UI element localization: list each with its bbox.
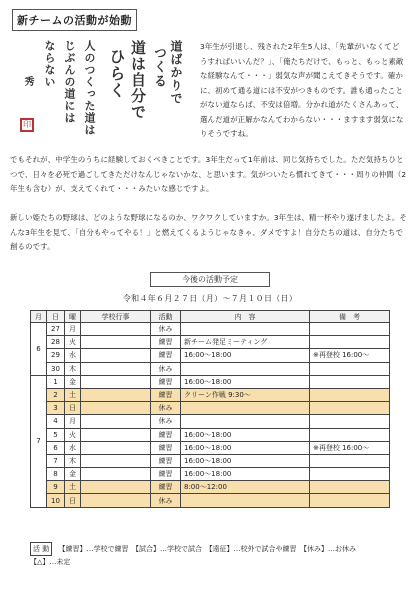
page-title: 新チームの活動が始動 bbox=[12, 9, 137, 31]
cell-weekday: 金 bbox=[65, 375, 81, 388]
cell-weekday: 木 bbox=[65, 362, 81, 375]
cell-content bbox=[181, 415, 310, 428]
cell-content: 16:00～18:00 bbox=[181, 349, 310, 362]
schedule-row bbox=[31, 428, 390, 441]
cell-content bbox=[181, 362, 310, 375]
cell-weekday: 水 bbox=[65, 349, 81, 362]
cell-school-event bbox=[81, 349, 151, 362]
schedule-row bbox=[31, 441, 390, 454]
cell-note bbox=[310, 375, 390, 388]
cell-content: 16:00～18:00 bbox=[181, 454, 310, 467]
calligraphy-column: じぶんの道には bbox=[63, 40, 76, 124]
cell-weekday: 月 bbox=[65, 415, 81, 428]
cell-school-event bbox=[81, 388, 151, 401]
cell-day: 10 bbox=[47, 494, 65, 507]
article-paragraph-2: でもそれが、中学生のうちに経験しておくべきことです。3年生だって1年前は、同じ気持ちでした。ただ気持ちひとつで、日々を必死で過ごしてきただけなんじゃないかな、と思います。気がついたら慣れてきて・・・周りの仲間（2年生も含む）が、支えてくれて・・・みたいな感じですよ。 bbox=[10, 155, 407, 193]
cell-note bbox=[310, 494, 390, 507]
cell-weekday: 木 bbox=[65, 454, 81, 467]
cell-weekday: 土 bbox=[65, 481, 81, 494]
cell-note bbox=[310, 388, 390, 401]
cell-activity: 練習 bbox=[151, 468, 181, 481]
schedule-row bbox=[31, 481, 390, 494]
cell-weekday: 火 bbox=[65, 336, 81, 349]
schedule-heading: 今後の活動予定 bbox=[150, 272, 270, 287]
cell-school-event bbox=[81, 415, 151, 428]
header-month: 月 bbox=[31, 311, 47, 323]
cell-school-event bbox=[81, 468, 151, 481]
cell-note: ※再登校 16:00～ bbox=[310, 441, 390, 454]
cell-weekday: 土 bbox=[65, 388, 81, 401]
calligraphy-column: 道は自分で bbox=[129, 40, 147, 120]
cell-school-event bbox=[81, 428, 151, 441]
schedule-row bbox=[31, 415, 390, 428]
header-note: 備 考 bbox=[310, 311, 390, 323]
legend-text: 【練習】…学校で練習 【試合】…学校で試合 【遠征】…校外で試合や練習 【休み】…お休み bbox=[58, 545, 356, 553]
cell-content: クリーン作戦 9:30～ bbox=[181, 388, 310, 401]
seal-stamp: 印 bbox=[20, 118, 34, 132]
cell-school-event bbox=[81, 323, 151, 336]
cell-day: 6 bbox=[47, 441, 65, 454]
cell-day: 7 bbox=[47, 454, 65, 467]
cell-content bbox=[181, 323, 310, 336]
cell-day: 1 bbox=[47, 375, 65, 388]
schedule-row bbox=[31, 375, 390, 388]
schedule-row bbox=[31, 323, 390, 336]
cell-school-event bbox=[81, 362, 151, 375]
cell-month: 6 bbox=[31, 323, 47, 376]
cell-school-event bbox=[81, 494, 151, 507]
cell-activity: 練習 bbox=[151, 349, 181, 362]
cell-school-event bbox=[81, 402, 151, 415]
cell-note bbox=[310, 362, 390, 375]
cell-day: 9 bbox=[47, 481, 65, 494]
cell-content bbox=[181, 402, 310, 415]
cell-activity: 練習 bbox=[151, 375, 181, 388]
schedule-header-row bbox=[31, 311, 390, 323]
cell-content: 16:00～18:00 bbox=[181, 375, 310, 388]
schedule-body bbox=[31, 323, 390, 508]
cell-school-event bbox=[81, 481, 151, 494]
header-day: 日 bbox=[47, 311, 65, 323]
header-school-event: 学校行事 bbox=[81, 311, 151, 323]
schedule-row bbox=[31, 454, 390, 467]
article-paragraph-3: 新しい姫たちの野球は、どのような野球になるのか、ワクワクしていますか。3年生は、精一杯やり遂げましたよ。そんな3年生を見て、「自分もやってやる！」と燃えてくるようじゃなきゃ、ダメですよ！自分たちの道は、自分たちで創るのです。 bbox=[10, 213, 407, 251]
article-paragraph-1: 3年生が引退し、残された2年生5人は、「先輩がいなくてどうすればいいんだ？」、「俺たちだけで、もっと、もっと素敵な経験なんて・・・」弱気な声が聞こえてきそうです。確かに、初めて通る道には不安がつきものです。誰も通ったことがない道ならば、不安は倍増。分かれ道がたくさんあって、選んだ道が正解かなんてわからない・・・ますます弱気になりそうですね。 bbox=[200, 42, 404, 138]
cell-content: 16:00～18:00 bbox=[181, 441, 310, 454]
calligraphy-column: 道ばかりで bbox=[169, 40, 183, 105]
cell-school-event bbox=[81, 336, 151, 349]
schedule-row bbox=[31, 336, 390, 349]
header-content: 内 容 bbox=[181, 311, 310, 323]
header-weekday: 曜 bbox=[65, 311, 81, 323]
schedule-row bbox=[31, 468, 390, 481]
cell-school-event bbox=[81, 375, 151, 388]
cell-activity: 練習 bbox=[151, 481, 181, 494]
cell-day: 29 bbox=[47, 349, 65, 362]
calligraphy-column: ひらく bbox=[107, 48, 126, 99]
schedule-row bbox=[31, 402, 390, 415]
cell-activity: 休み bbox=[151, 323, 181, 336]
cell-school-event bbox=[81, 454, 151, 467]
calligraphy-poem bbox=[18, 40, 198, 150]
cell-note: ※再登校 16:00～ bbox=[310, 349, 390, 362]
cell-weekday: 日 bbox=[65, 402, 81, 415]
cell-activity: 練習 bbox=[151, 388, 181, 401]
cell-weekday: 金 bbox=[65, 468, 81, 481]
cell-weekday: 月 bbox=[65, 323, 81, 336]
cell-note bbox=[310, 481, 390, 494]
cell-day: 8 bbox=[47, 468, 65, 481]
cell-day: 3 bbox=[47, 402, 65, 415]
calligraphy-signature: 秀 bbox=[22, 76, 33, 87]
header-activity: 活動 bbox=[151, 311, 181, 323]
calligraphy-column: 人のつくった道は bbox=[83, 40, 96, 136]
schedule-row bbox=[31, 494, 390, 507]
cell-day: 4 bbox=[47, 415, 65, 428]
calligraphy-column: つくる bbox=[151, 46, 166, 88]
cell-activity: 休み bbox=[151, 362, 181, 375]
cell-activity: 練習 bbox=[151, 428, 181, 441]
cell-content: 新チーム発足ミーティング bbox=[181, 336, 310, 349]
cell-day: 30 bbox=[47, 362, 65, 375]
cell-note bbox=[310, 402, 390, 415]
cell-activity: 練習 bbox=[151, 441, 181, 454]
cell-note bbox=[310, 415, 390, 428]
cell-weekday: 水 bbox=[65, 441, 81, 454]
cell-note bbox=[310, 323, 390, 336]
cell-weekday: 火 bbox=[65, 428, 81, 441]
cell-day: 28 bbox=[47, 336, 65, 349]
schedule-date-range: 令和４年６月２７日（月）～７月１０日（日） bbox=[122, 294, 298, 303]
cell-weekday: 日 bbox=[65, 494, 81, 507]
cell-activity: 休み bbox=[151, 402, 181, 415]
cell-note bbox=[310, 468, 390, 481]
schedule-row bbox=[31, 362, 390, 375]
schedule-row bbox=[31, 388, 390, 401]
activity-legend bbox=[30, 542, 390, 568]
cell-day: 5 bbox=[47, 428, 65, 441]
cell-content: 16:00～18:00 bbox=[181, 468, 310, 481]
cell-activity: 休み bbox=[151, 494, 181, 507]
cell-month: 7 bbox=[31, 375, 47, 507]
cell-activity: 練習 bbox=[151, 454, 181, 467]
cell-content: 8:00～12:00 bbox=[181, 481, 310, 494]
cell-content: 16:00～18:00 bbox=[181, 428, 310, 441]
calligraphy-column: ならない bbox=[43, 40, 56, 88]
legend-label: 活 動 bbox=[30, 542, 52, 556]
cell-note bbox=[310, 428, 390, 441]
cell-note bbox=[310, 454, 390, 467]
cell-note bbox=[310, 336, 390, 349]
cell-activity: 練習 bbox=[151, 336, 181, 349]
schedule-row bbox=[31, 349, 390, 362]
cell-activity: 休み bbox=[151, 415, 181, 428]
schedule-section bbox=[30, 272, 390, 508]
cell-day: 2 bbox=[47, 388, 65, 401]
schedule-table bbox=[30, 310, 390, 508]
cell-school-event bbox=[81, 441, 151, 454]
legend-text-2: 【△】…未定 bbox=[30, 558, 71, 566]
cell-day: 27 bbox=[47, 323, 65, 336]
cell-content bbox=[181, 494, 310, 507]
